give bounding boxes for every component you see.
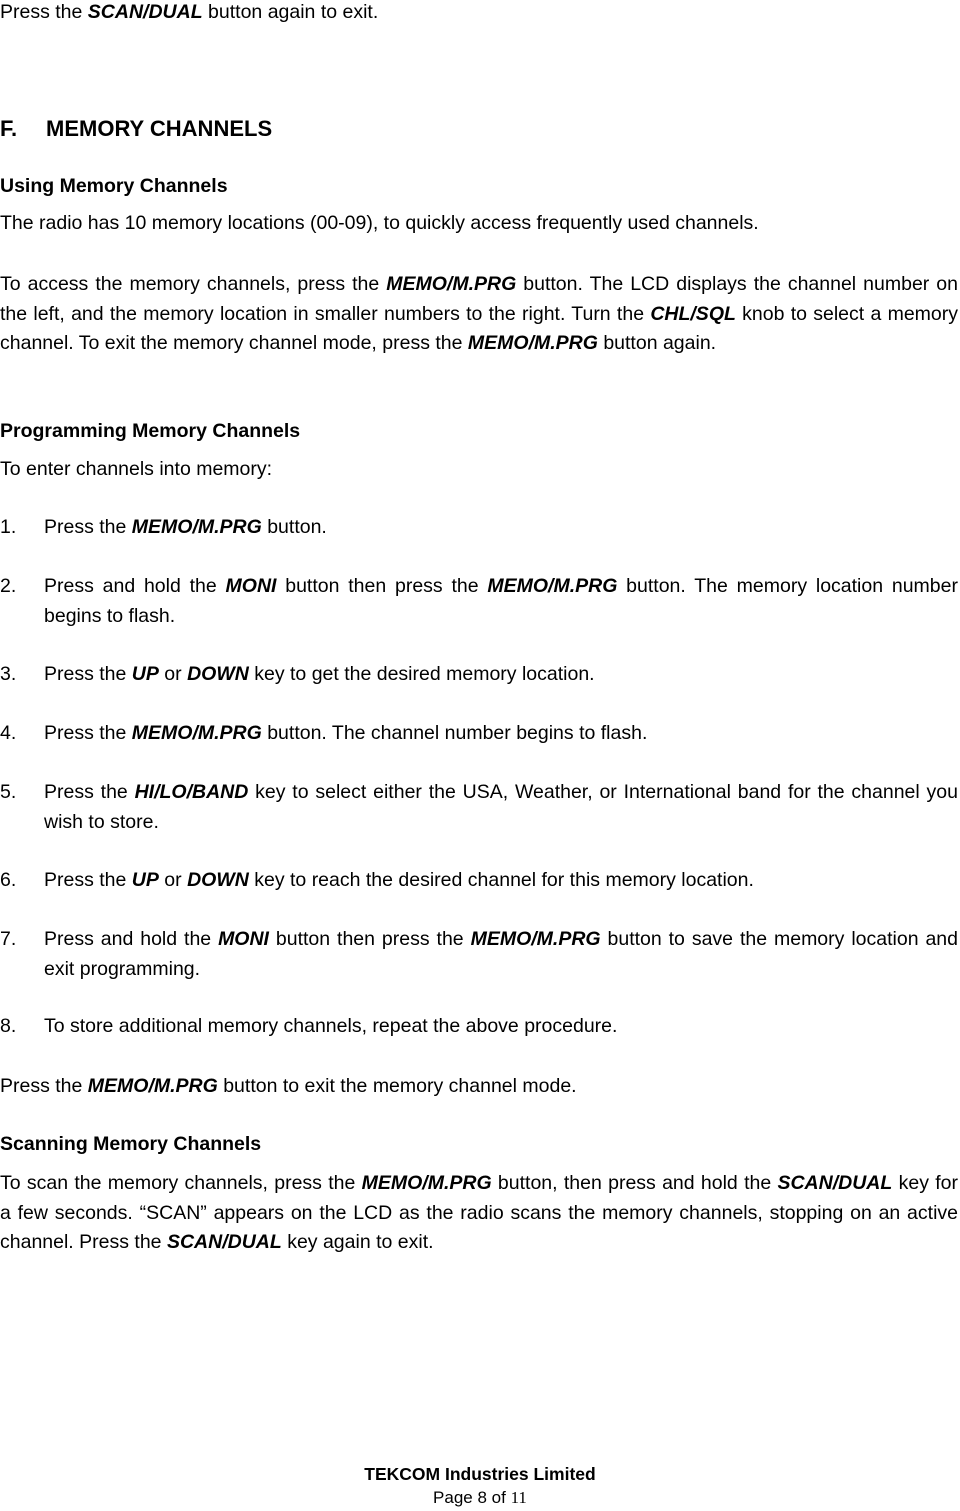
up-key: UP (131, 869, 159, 891)
down-key: DOWN (187, 663, 249, 685)
step-number: 8. (0, 1015, 17, 1037)
memo-key: MEMO/M.PRG (131, 516, 262, 538)
step-text: Press the UP or DOWN key to get the desired memory location. (44, 663, 595, 685)
moni-key: MONI (225, 575, 277, 597)
using-intro: The radio has 10 memory locations (00-09), to quickly access frequently used channels. (0, 212, 759, 234)
step-text: Press the UP or DOWN key to reach the desired channel for this memory location. (44, 869, 754, 891)
step-number: 4. (0, 722, 17, 744)
scan-dual-key: SCAN/DUAL (166, 1231, 282, 1253)
page-number (0, 1487, 960, 1509)
scan-dual-key: SCAN/DUAL (87, 1, 203, 23)
scan-dual-key: SCAN/DUAL (777, 1172, 893, 1194)
step-number: 6. (0, 869, 17, 891)
section-title: MEMORY CHANNELS (46, 116, 273, 141)
list-item (0, 572, 958, 631)
memo-key: MEMO/M.PRG (386, 273, 517, 295)
memo-key: MEMO/M.PRG (470, 928, 601, 950)
step-text: Press and hold the MONI button then press the MEMO/M.PRG button to save the memory location and exit programming. (44, 928, 958, 980)
down-key: DOWN (187, 869, 249, 891)
memo-key: MEMO/M.PRG (467, 332, 598, 354)
step-number: 3. (0, 663, 17, 685)
step-number: 7. (0, 928, 17, 950)
using-memory-heading: Using Memory Channels (0, 175, 228, 197)
step-text: Press and hold the MONI button then press the MEMO/M.PRG button. The memory location number begins to flash. (44, 575, 958, 627)
memo-key: MEMO/M.PRG (487, 575, 618, 597)
programming-exit: Press the MEMO/M.PRG button to exit the memory channel mode. (0, 1075, 577, 1097)
list-item (0, 513, 958, 543)
using-paragraph: To access the memory channels, press the MEMO/M.PRG button. The LCD displays the channel number on the left, and the memory location in smaller numbers to the right. Turn the CHL/SQL knob to select a memory channel. To exit the memory channel mode, press the MEMO/M.PRG button again. (0, 273, 958, 354)
top-note (0, 0, 958, 27)
list-item (0, 925, 958, 984)
step-text: Press the MEMO/M.PRG button. (44, 516, 327, 538)
scanning-heading: Scanning Memory Channels (0, 1133, 262, 1155)
section-letter: F. (0, 116, 18, 141)
programming-heading: Programming Memory Channels (0, 420, 301, 442)
step-number: 5. (0, 781, 17, 803)
chl-sql-key: CHL/SQL (650, 302, 736, 325)
hi-lo-band-key: HI/LO/BAND (134, 781, 249, 803)
list-item (0, 778, 958, 837)
top-note-text: Press the (0, 1, 88, 23)
step-text: Press the HI/LO/BAND key to select either the USA, Weather, or International band for the channel you wish to store. (44, 781, 958, 833)
memo-key: MEMO/M.PRG (131, 722, 262, 744)
page-total: 11 (510, 1488, 527, 1507)
list-item (0, 1012, 958, 1042)
memo-key: MEMO/M.PRG (361, 1172, 492, 1194)
section-heading (0, 114, 272, 144)
top-note-text-end: button again to exit. (202, 1, 379, 23)
moni-key: MONI (218, 928, 269, 950)
memo-key: MEMO/M.PRG (87, 1075, 218, 1097)
page-label: Page 8 of (433, 1488, 511, 1507)
list-item (0, 719, 958, 749)
step-number: 1. (0, 516, 17, 538)
step-text: Press the MEMO/M.PRG button. The channel number begins to flash. (44, 722, 648, 744)
footer-company: TEKCOM Industries Limited (364, 1464, 596, 1484)
list-item (0, 866, 958, 896)
list-item (0, 660, 958, 690)
scanning-paragraph: To scan the memory channels, press the MEMO/M.PRG button, then press and hold the SCAN/DUAL key for a few seconds. “SCAN” appears on the LCD as the radio scans the memory channels, stopping on an active channel. Press the SCAN/DUAL key again to exit. (0, 1172, 958, 1253)
programming-intro: To enter channels into memory: (0, 458, 273, 480)
up-key: UP (131, 663, 159, 685)
step-text: To store additional memory channels, repeat the above procedure. (44, 1015, 618, 1037)
step-number: 2. (0, 575, 17, 597)
